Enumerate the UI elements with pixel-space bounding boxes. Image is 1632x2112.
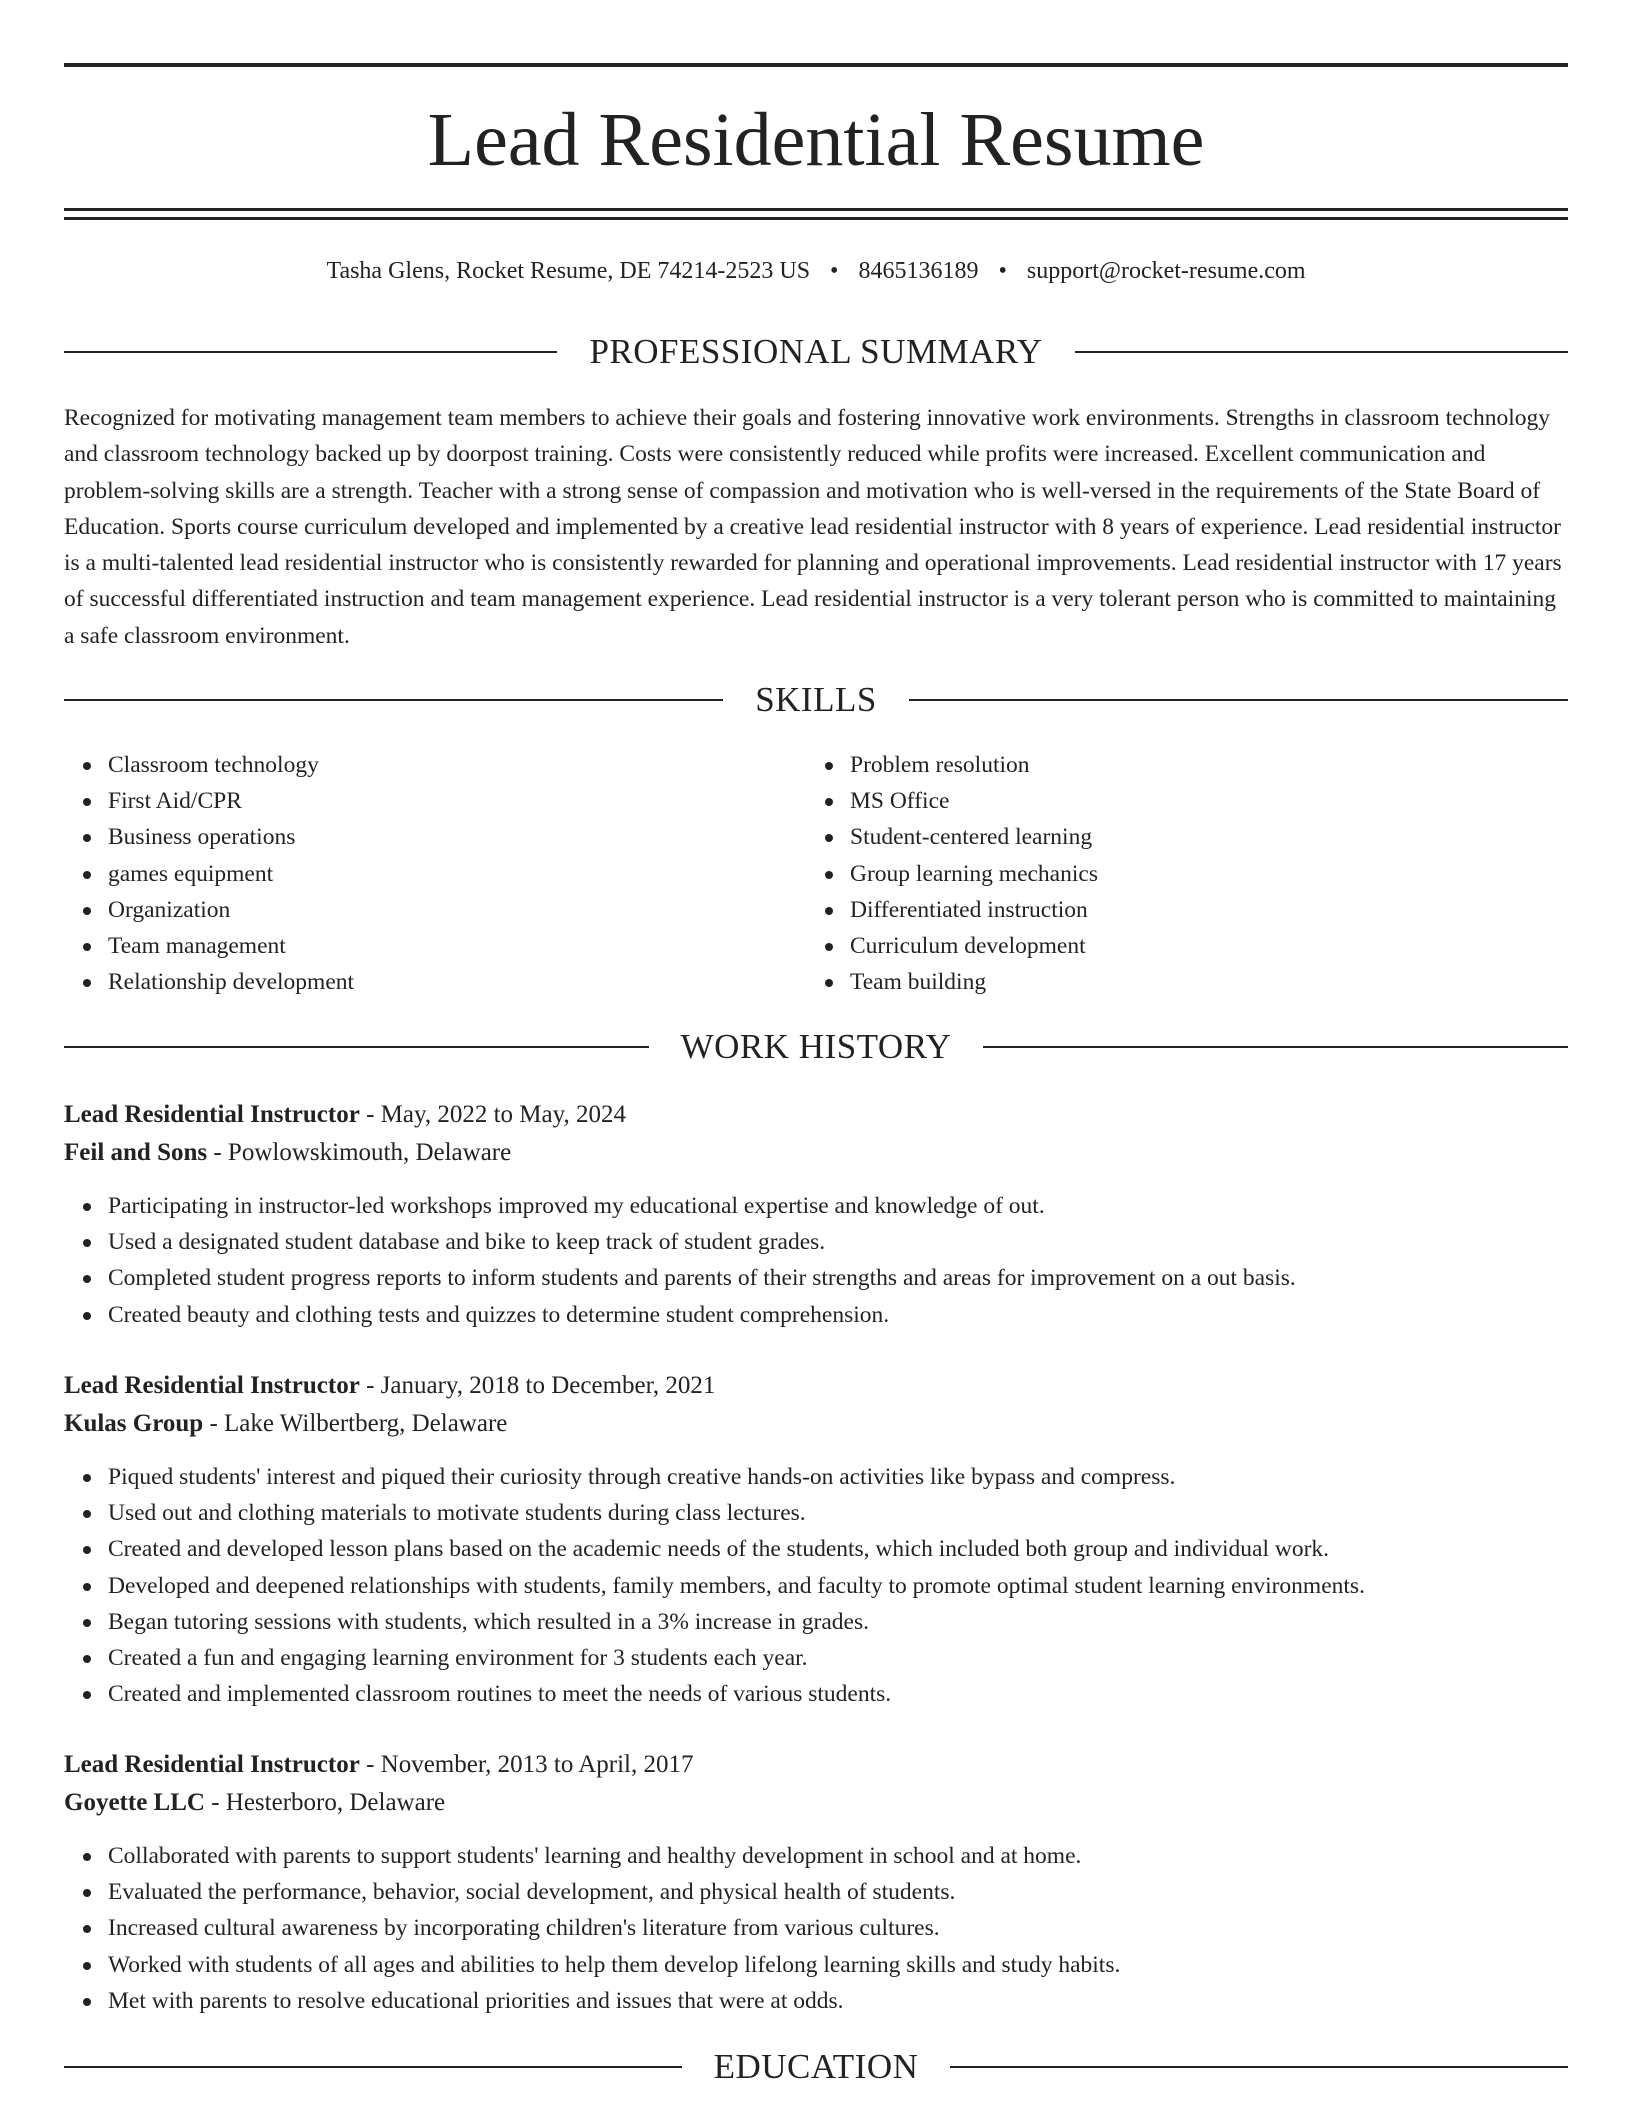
job-bullet: Completed student progress reports to inform students and parents of their strengths and areas for improvement on a out basis.: [108, 1260, 1568, 1296]
skills-list-right: [806, 747, 1568, 1000]
contact-line: [64, 254, 1568, 288]
contact-phone: 8465136189: [858, 258, 979, 284]
skill-item: Differentiated instruction: [850, 892, 1568, 928]
job-bullets: [64, 1838, 1568, 2019]
job-bullet: Met with parents to resolve educational priorities and issues that were at odds.: [108, 1983, 1568, 2019]
job-dates: - May, 2022 to May, 2024: [366, 1101, 627, 1128]
section-title-education: EDUCATION: [713, 2047, 919, 2086]
skill-item: Relationship development: [108, 964, 806, 1000]
title-double-rule: [64, 208, 1568, 220]
job-bullet: Began tutoring sessions with students, which resulted in a 3% increase in grades.: [108, 1604, 1568, 1640]
job-location: - Hesterboro, Delaware: [211, 1789, 446, 1816]
job-bullet: Created and developed lesson plans based on the academic needs of the students, which included both group and individual work.: [108, 1531, 1568, 1567]
contact-separator: •: [830, 258, 839, 284]
section-title-work: WORK HISTORY: [680, 1027, 952, 1066]
section-heading-skills: [64, 680, 1568, 720]
job-bullet: Developed and deepened relationships with students, family members, and faculty to promote optimal student learning environments.: [108, 1568, 1568, 1604]
job-title: Lead Residential Instructor: [64, 1372, 360, 1399]
skill-item: Problem resolution: [850, 747, 1568, 783]
job-company-line: [64, 1134, 1568, 1172]
skill-item: First Aid/CPR: [108, 783, 806, 819]
skill-item: Organization: [108, 892, 806, 928]
job-company: Kulas Group: [64, 1410, 204, 1437]
job-bullet: Increased cultural awareness by incorporating children's literature from various cultures.: [108, 1910, 1568, 1946]
heading-rule-left: [64, 1046, 649, 1048]
skill-item: Curriculum development: [850, 928, 1568, 964]
contact-separator: •: [998, 258, 1007, 284]
job-bullet: Piqued students' interest and piqued their curiosity through creative hands-on activities like bypass and compress.: [108, 1459, 1568, 1495]
job-company-line: [64, 1405, 1568, 1443]
section-heading-summary: [64, 332, 1568, 372]
heading-rule-right: [950, 2066, 1568, 2068]
section-title-summary: PROFESSIONAL SUMMARY: [589, 332, 1043, 371]
heading-rule-right: [909, 699, 1568, 701]
job-bullet: Created beauty and clothing tests and quizzes to determine student comprehension.: [108, 1297, 1568, 1333]
section-title-skills: SKILLS: [755, 680, 877, 719]
job-title-line: [64, 1746, 1568, 1784]
job-bullet: Used a designated student database and bike to keep track of student grades.: [108, 1224, 1568, 1260]
job-company: Goyette LLC: [64, 1789, 205, 1816]
job-location: - Powlowskimouth, Delaware: [213, 1139, 512, 1166]
heading-rule-left: [64, 2066, 682, 2068]
job-bullet: Created a fun and engaging learning environment for 3 students each year.: [108, 1640, 1568, 1676]
heading-rule-right: [1075, 351, 1568, 353]
skills-columns: [64, 747, 1568, 1000]
job-company: Feil and Sons: [64, 1139, 208, 1166]
job-bullets: [64, 1188, 1568, 1333]
job-bullet: Collaborated with parents to support students' learning and healthy development in school and at home.: [108, 1838, 1568, 1874]
job-title: Lead Residential Instructor: [64, 1751, 360, 1778]
heading-rule-left: [64, 351, 557, 353]
job-company-line: [64, 1784, 1568, 1822]
resume-title: Lead Residential Resume: [427, 98, 1205, 182]
job-dates: - January, 2018 to December, 2021: [366, 1372, 716, 1399]
heading-rule-right: [983, 1046, 1568, 1048]
top-rule: [64, 63, 1568, 67]
heading-rule-left: [64, 699, 723, 701]
skill-item: games equipment: [108, 856, 806, 892]
job-entry: [64, 1096, 1568, 1333]
job-bullet: Worked with students of all ages and abilities to help them develop lifelong learning skills and study habits.: [108, 1947, 1568, 1983]
section-heading-education: [64, 2047, 1568, 2087]
job-title: Lead Residential Instructor: [64, 1101, 360, 1128]
contact-email: support@rocket-resume.com: [1026, 258, 1306, 284]
skill-item: MS Office: [850, 783, 1568, 819]
skill-item: Student-centered learning: [850, 819, 1568, 855]
skill-item: Group learning mechanics: [850, 856, 1568, 892]
job-bullet: Created and implemented classroom routines to meet the needs of various students.: [108, 1676, 1568, 1712]
job-bullet: Evaluated the performance, behavior, social development, and physical health of students.: [108, 1874, 1568, 1910]
job-dates: - November, 2013 to April, 2017: [366, 1751, 694, 1778]
skill-item: Classroom technology: [108, 747, 806, 783]
skill-item: Team management: [108, 928, 806, 964]
job-bullet: Participating in instructor-led workshops improved my educational expertise and knowledge of out.: [108, 1188, 1568, 1224]
skill-item: Business operations: [108, 819, 806, 855]
section-heading-work: [64, 1027, 1568, 1067]
job-location: - Lake Wilbertberg, Delaware: [209, 1410, 508, 1437]
job-entry: [64, 1746, 1568, 2019]
job-title-line: [64, 1367, 1568, 1405]
skill-item: Team building: [850, 964, 1568, 1000]
job-entry: [64, 1367, 1568, 1712]
job-title-line: [64, 1096, 1568, 1134]
job-bullets: [64, 1459, 1568, 1712]
contact-address: Tasha Glens, Rocket Resume, DE 74214-2523 US: [326, 258, 811, 284]
summary-paragraph: Recognized for motivating management team members to achieve their goals and fostering innovative work environments. Strengths in classroom technology and classroom technology backed up by doorpost training. Costs were consistently reduced while profits were increased. Excellent communication and problem-solving skills are a strength. Teacher with a strong sense of compassion and motivation who is well-versed in the requirements of the State Board of Education. Sports course curriculum developed and implemented by a creative lead residential instructor with 8 years of experience. Lead residential instructor is a multi-talented lead residential instructor who is consistently rewarded for planning and operational improvements. Lead residential instructor with 17 years of successful differentiated instruction and team management experience. Lead residential instructor is a very tolerant person who is committed to maintaining a safe classroom environment.: [64, 405, 1562, 649]
skills-list-left: [64, 747, 806, 1000]
job-bullet: Used out and clothing materials to motivate students during class lectures.: [108, 1495, 1568, 1531]
